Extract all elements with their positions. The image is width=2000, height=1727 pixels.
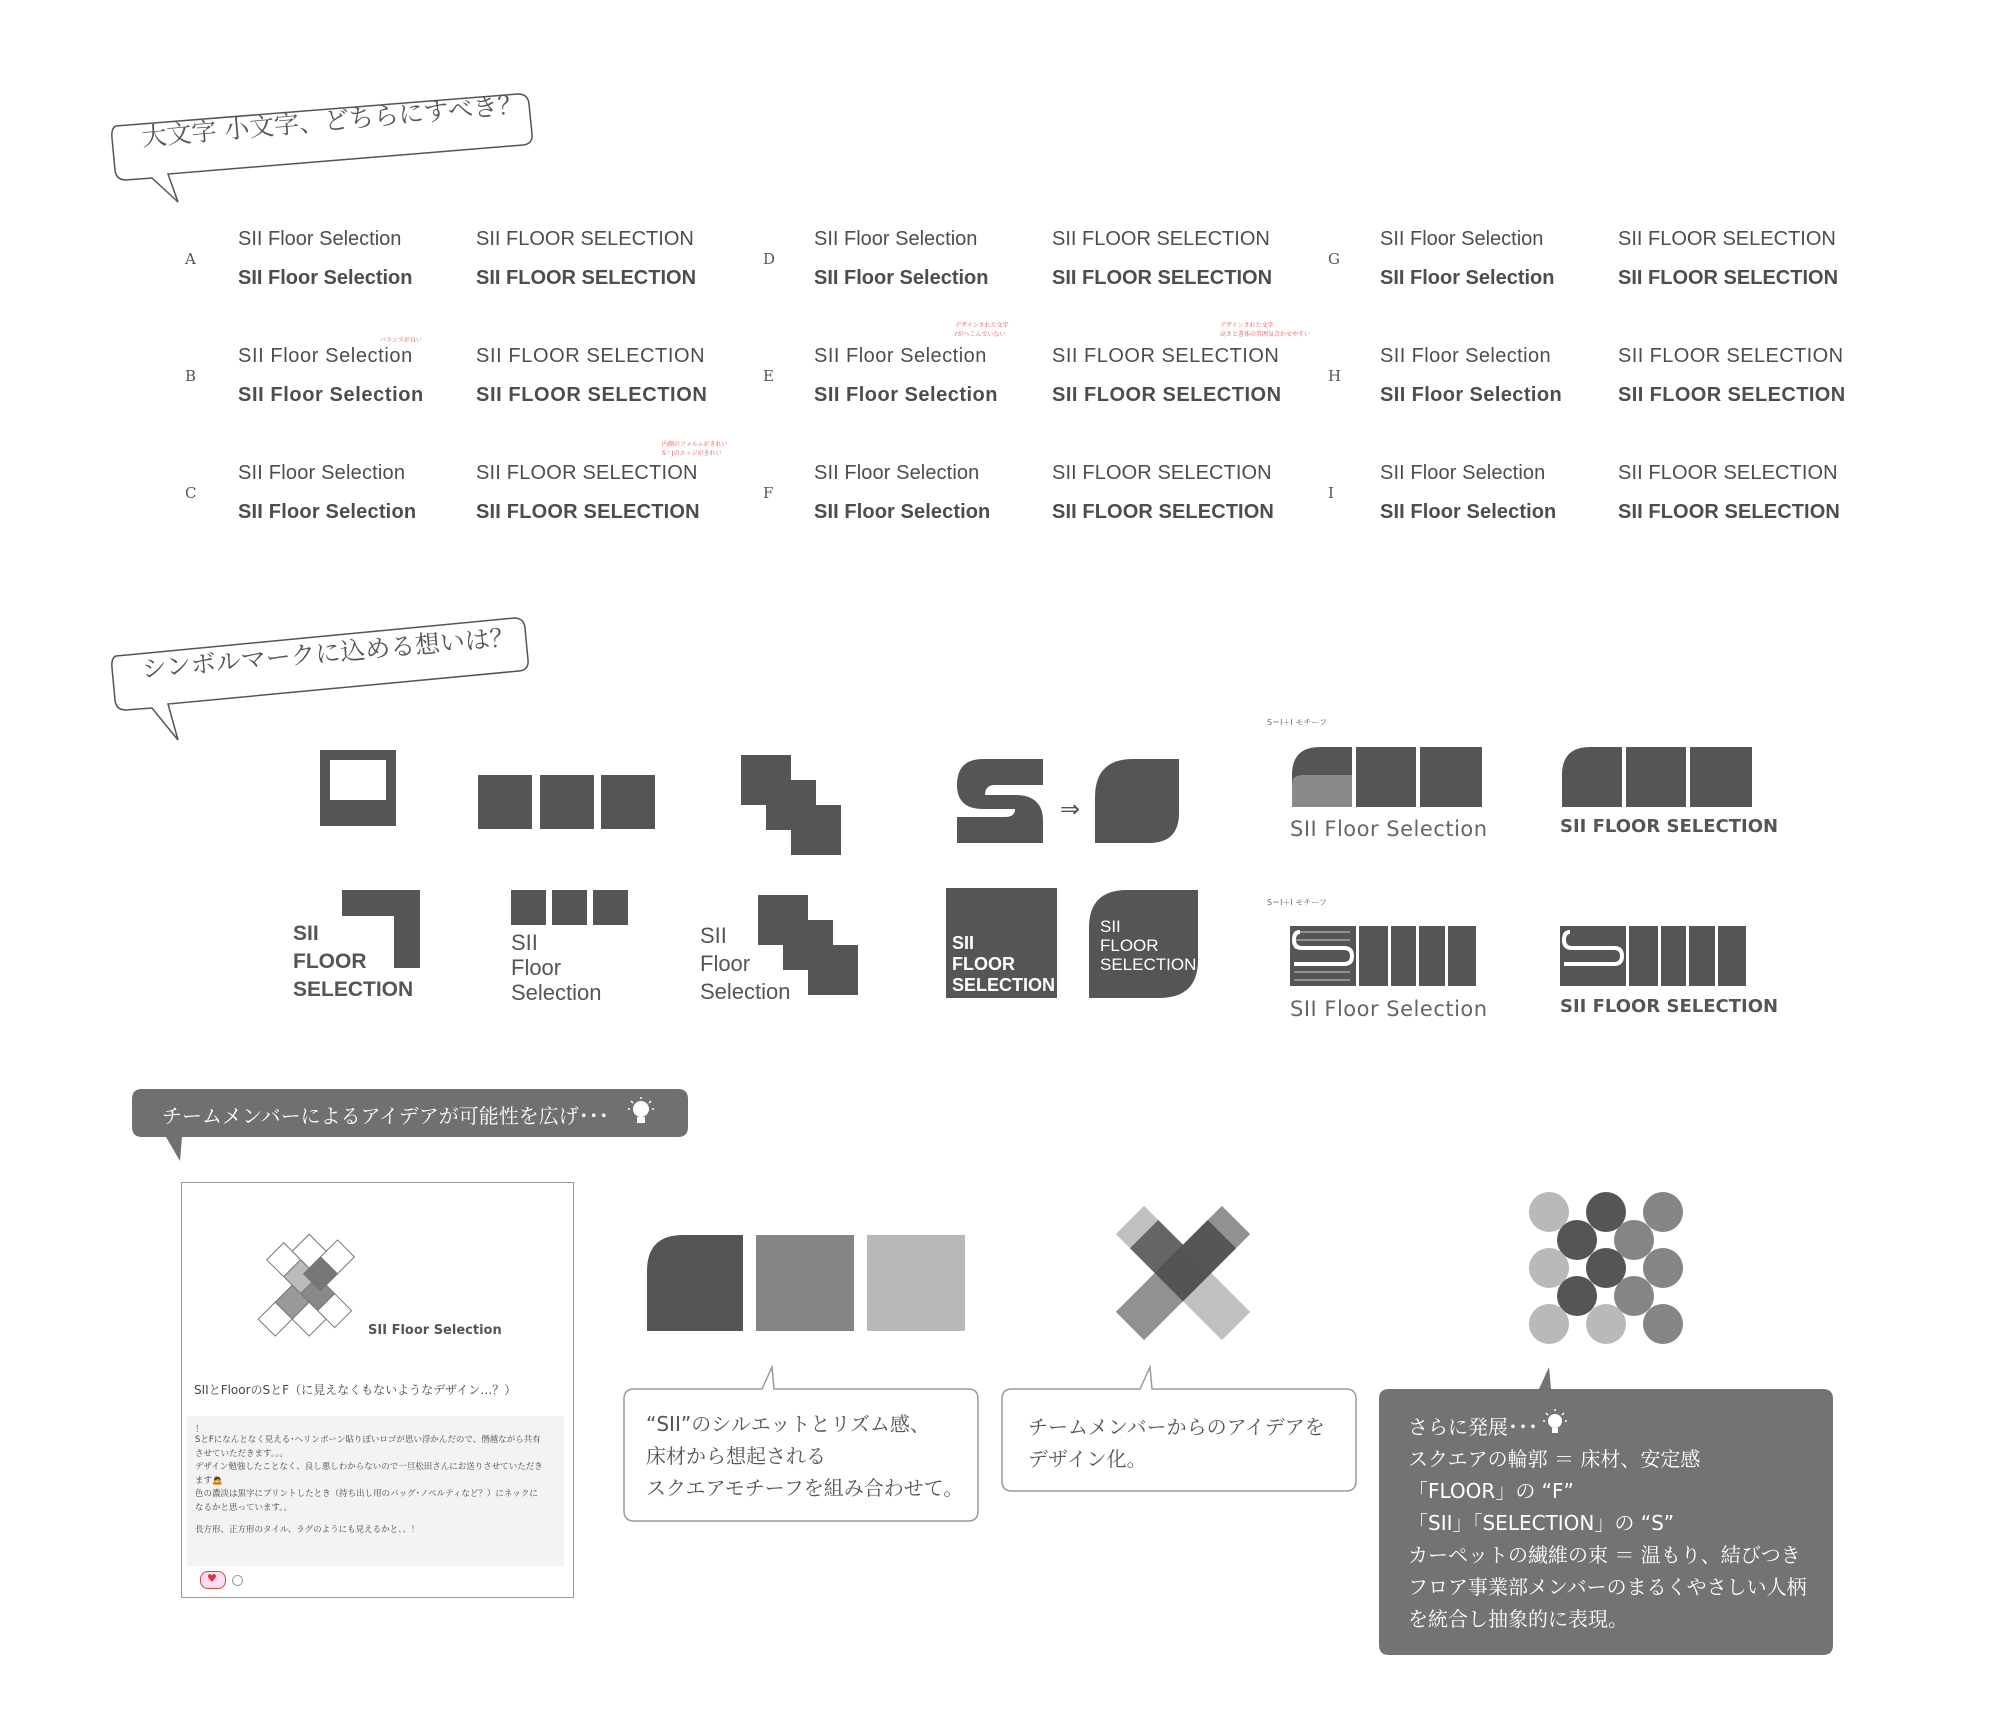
caption-1-line: “SII”のシルエットとリズム感、 — [646, 1412, 930, 1436]
caption-1-line: スクエアモチーフを組み合わせて。 — [646, 1476, 964, 1500]
row-letter: D — [763, 250, 776, 268]
circles-motif — [1527, 1190, 1687, 1350]
three-squares-text — [511, 930, 602, 1005]
font-sample-lower-regular: SII Floor Selection — [814, 345, 987, 367]
font-sample-lower-bold: SII Floor Selection — [1380, 267, 1555, 289]
corner-mark-line-1: SII — [293, 922, 319, 945]
square-box-line-2: FLOOR — [952, 954, 1015, 974]
font-sample-upper-regular: SII FLOOR SELECTION — [1052, 462, 1272, 484]
chat-message-line: デザイン勉強したことなく、良し悪しわからないので一旦松田さんにお送りさせていただき — [195, 1462, 543, 1472]
motif-label-2: S＝I＋I モチーフ — [1267, 898, 1327, 907]
chat-message-line: させていただきます。。。 — [195, 1448, 288, 1459]
font-sample-upper-bold: SII FLOOR SELECTION — [1618, 384, 1846, 406]
chat-logo-text: SII Floor Selection — [368, 1323, 502, 1338]
font-sample-lower-regular: SII Floor Selection — [1380, 345, 1552, 367]
font-sample-lower-bold: SII Floor Selection — [814, 384, 998, 406]
font-sample-upper-regular: SII FLOOR SELECTION — [1618, 345, 1844, 367]
row-letter: I — [1328, 484, 1334, 502]
row-letter: C — [185, 484, 197, 502]
leaf-square-mark — [1093, 757, 1183, 847]
heart-icon: ♥ — [207, 1572, 217, 1585]
row-letter: G — [1328, 250, 1340, 268]
corner-mark-line-3: SELECTION — [293, 978, 414, 1001]
corner-mark-text — [293, 920, 413, 1004]
chat-message-line: 色の濃淡は黒字にプリントしたとき（持ち出し用のバッグ･ノベルティなど？）にネックに — [195, 1489, 538, 1499]
frame-square-mark — [320, 750, 396, 826]
leaf-box-text — [1100, 917, 1196, 974]
chat-mark: ！ — [195, 1425, 205, 1435]
leaf-box-line-1: SII — [1100, 917, 1121, 936]
caption-3-line: カーペットの繊維の束 ＝ 温もり、結びつき — [1408, 1543, 1801, 1567]
note-e1: デザインされた文字 — [955, 322, 1009, 329]
font-sample-upper-regular: SII FLOOR SELECTION — [1052, 228, 1270, 250]
three-square-motif — [645, 1233, 975, 1335]
chat-title: SIIとFloorのSとF（に見えなくもないようなデザイン…？） — [194, 1383, 517, 1397]
square-box-text — [952, 933, 1055, 996]
font-sample-upper-bold: SII FLOOR SELECTION — [476, 384, 708, 406]
chat-message-line: ます🙇 — [195, 1475, 223, 1486]
caption-1-line: 床材から想起される — [646, 1444, 826, 1468]
chat-screenshot — [181, 1182, 574, 1598]
row-letter: E — [763, 367, 774, 385]
herringbone-logo — [252, 1228, 372, 1348]
caption-3-line: フロア事業部メンバーのまるくやさしい人柄 — [1408, 1575, 1807, 1599]
font-sample-upper-regular: SII FLOOR SELECTION — [1052, 345, 1280, 367]
font-sample-lower-bold: SII Floor Selection — [814, 501, 991, 523]
font-sample-upper-regular: SII FLOOR SELECTION — [476, 462, 698, 484]
chat-message-box — [187, 1416, 564, 1566]
sii-stripe-logo-lower-text: SII Floor Selection — [1290, 997, 1488, 1021]
leaf-box-line-3: SELECTION — [1100, 955, 1197, 974]
caption-3-line: スクエアの輪郭 ＝ 床材、安定感 — [1408, 1447, 1701, 1471]
three-squares-line-3: Selection — [511, 980, 602, 1005]
font-sample-lower-regular: SII Floor Selection — [238, 345, 413, 367]
row-letter: A — [185, 250, 196, 268]
sii-stripe-logo-lower — [1290, 926, 1480, 988]
s-shape-mark — [955, 757, 1045, 847]
font-sample-lower-regular: SII Floor Selection — [238, 228, 402, 250]
chat-message-line — [195, 1515, 543, 1524]
caption-3-line: さらに発展･･･ — [1408, 1415, 1538, 1439]
motif-label-1: S＝I＋I モチーフ — [1267, 718, 1327, 727]
x-cross-motif — [1103, 1193, 1263, 1353]
font-sample-upper-bold: SII FLOOR SELECTION — [476, 267, 697, 289]
speech-bubble-2-text: シンボルマークに込める想いは？ — [140, 622, 516, 684]
leaf-box-line-2: FLOOR — [1100, 936, 1159, 955]
sii-leaf-logo-lower — [1290, 745, 1490, 809]
note-e2: rがへこんでいない — [955, 331, 1006, 338]
font-sample-lower-regular: SII Floor Selection — [814, 228, 978, 250]
sii-leaf-logo-lower-text: SII Floor Selection — [1290, 817, 1488, 841]
font-sample-upper-bold: SII FLOOR SELECTION — [476, 501, 700, 523]
chat-message-line: なるかと思っています。。 — [195, 1502, 293, 1513]
banner-text: チームメンバーによるアイデアが可能性を広げ･･･ — [162, 1104, 609, 1128]
caption-3-line: を統合し抽象的に表現。 — [1408, 1607, 1628, 1631]
font-sample-lower-bold: SII Floor Selection — [238, 267, 413, 289]
caption-1-text — [646, 1408, 963, 1504]
square-box-line-1: SII — [952, 933, 975, 953]
font-sample-lower-bold: SII Floor Selection — [1380, 501, 1557, 523]
font-sample-upper-regular: SII FLOOR SELECTION — [1618, 228, 1836, 250]
caption-2-text — [1028, 1411, 1325, 1475]
corner-mark-line-2: FLOOR — [293, 950, 367, 973]
caption-3-text — [1408, 1411, 1807, 1635]
chat-message-line: 長方形、正方形のタイル、ラグのようにも見えるかと、、！ — [195, 1524, 420, 1535]
caption-3-line: 「SII」「SELECTION」の “S” — [1408, 1511, 1675, 1535]
staircase-text — [700, 922, 791, 1006]
font-sample-upper-regular: SII FLOOR SELECTION — [476, 228, 694, 250]
caption-2-line: デザイン化。 — [1028, 1447, 1147, 1471]
caption-lightbulb-icon — [1543, 1409, 1567, 1439]
font-sample-upper-regular: SII FLOOR SELECTION — [476, 345, 706, 367]
sii-leaf-logo-upper-text: SII FLOOR SELECTION — [1560, 816, 1779, 837]
sii-leaf-logo-upper — [1560, 745, 1760, 809]
staircase-line-1: SII — [700, 923, 727, 948]
row-letter: F — [763, 484, 774, 502]
font-sample-upper-regular: SII FLOOR SELECTION — [1618, 462, 1838, 484]
chat-message-lines — [195, 1434, 543, 1537]
font-sample-lower-bold: SII Floor Selection — [1380, 384, 1563, 406]
add-reaction-icon[interactable] — [232, 1575, 243, 1586]
speech-bubble-1-text: 大文字 小文字、どちらにすべき？ — [140, 89, 524, 152]
heart-reaction-button[interactable] — [200, 1571, 226, 1589]
note-e4: 高さと書体の雰囲気合わせやすい — [1220, 331, 1311, 338]
font-sample-lower-bold: SII Floor Selection — [238, 501, 417, 523]
font-sample-upper-bold: SII FLOOR SELECTION — [1618, 501, 1840, 523]
font-sample-upper-bold: SII FLOOR SELECTION — [1052, 384, 1282, 406]
square-box-line-3: SELECTION — [952, 975, 1056, 995]
arrow-symbol: ⇒ — [1060, 795, 1081, 823]
note-b: バランスが良い — [380, 337, 422, 344]
row-letter: B — [185, 367, 197, 385]
sii-stripe-logo-upper-text: SII FLOOR SELECTION — [1560, 996, 1779, 1017]
font-sample-lower-regular: SII Floor Selection — [1380, 462, 1546, 484]
font-sample-lower-regular: SII Floor Selection — [1380, 228, 1544, 250]
row-letter: H — [1328, 367, 1342, 385]
staircase-line-2: Floor — [700, 951, 751, 976]
sii-stripe-logo-upper — [1560, 926, 1750, 988]
chat-message-line: SとFになんとなく見える･ヘリンボーン貼りぽいロゴが思い浮かんだので、僭越ながら共有 — [195, 1435, 541, 1445]
three-squares-line-1: SII — [511, 930, 538, 955]
font-sample-upper-bold: SII FLOOR SELECTION — [1052, 267, 1273, 289]
lightbulb-icon — [628, 1097, 654, 1129]
font-sample-lower-bold: SII Floor Selection — [238, 384, 424, 406]
font-sample-lower-regular: SII Floor Selection — [814, 462, 980, 484]
caption-2-line: チームメンバーからのアイデアを — [1028, 1415, 1325, 1439]
caption-3-line: 「FLOOR」の “F” — [1408, 1479, 1574, 1503]
font-sample-lower-bold: SII Floor Selection — [814, 267, 989, 289]
font-sample-upper-bold: SII FLOOR SELECTION — [1618, 267, 1839, 289]
note-c2: S＝Jのエッジがきれい — [662, 450, 722, 457]
font-sample-lower-regular: SII Floor Selection — [238, 462, 406, 484]
note-e3: デザインされた文字 — [1220, 322, 1274, 329]
staircase-line-3: Selection — [700, 979, 791, 1004]
three-squares-line-2: Floor — [511, 955, 562, 980]
font-sample-upper-bold: SII FLOOR SELECTION — [1052, 501, 1274, 523]
note-c1: 内側のフォルムがきれい — [662, 441, 728, 448]
